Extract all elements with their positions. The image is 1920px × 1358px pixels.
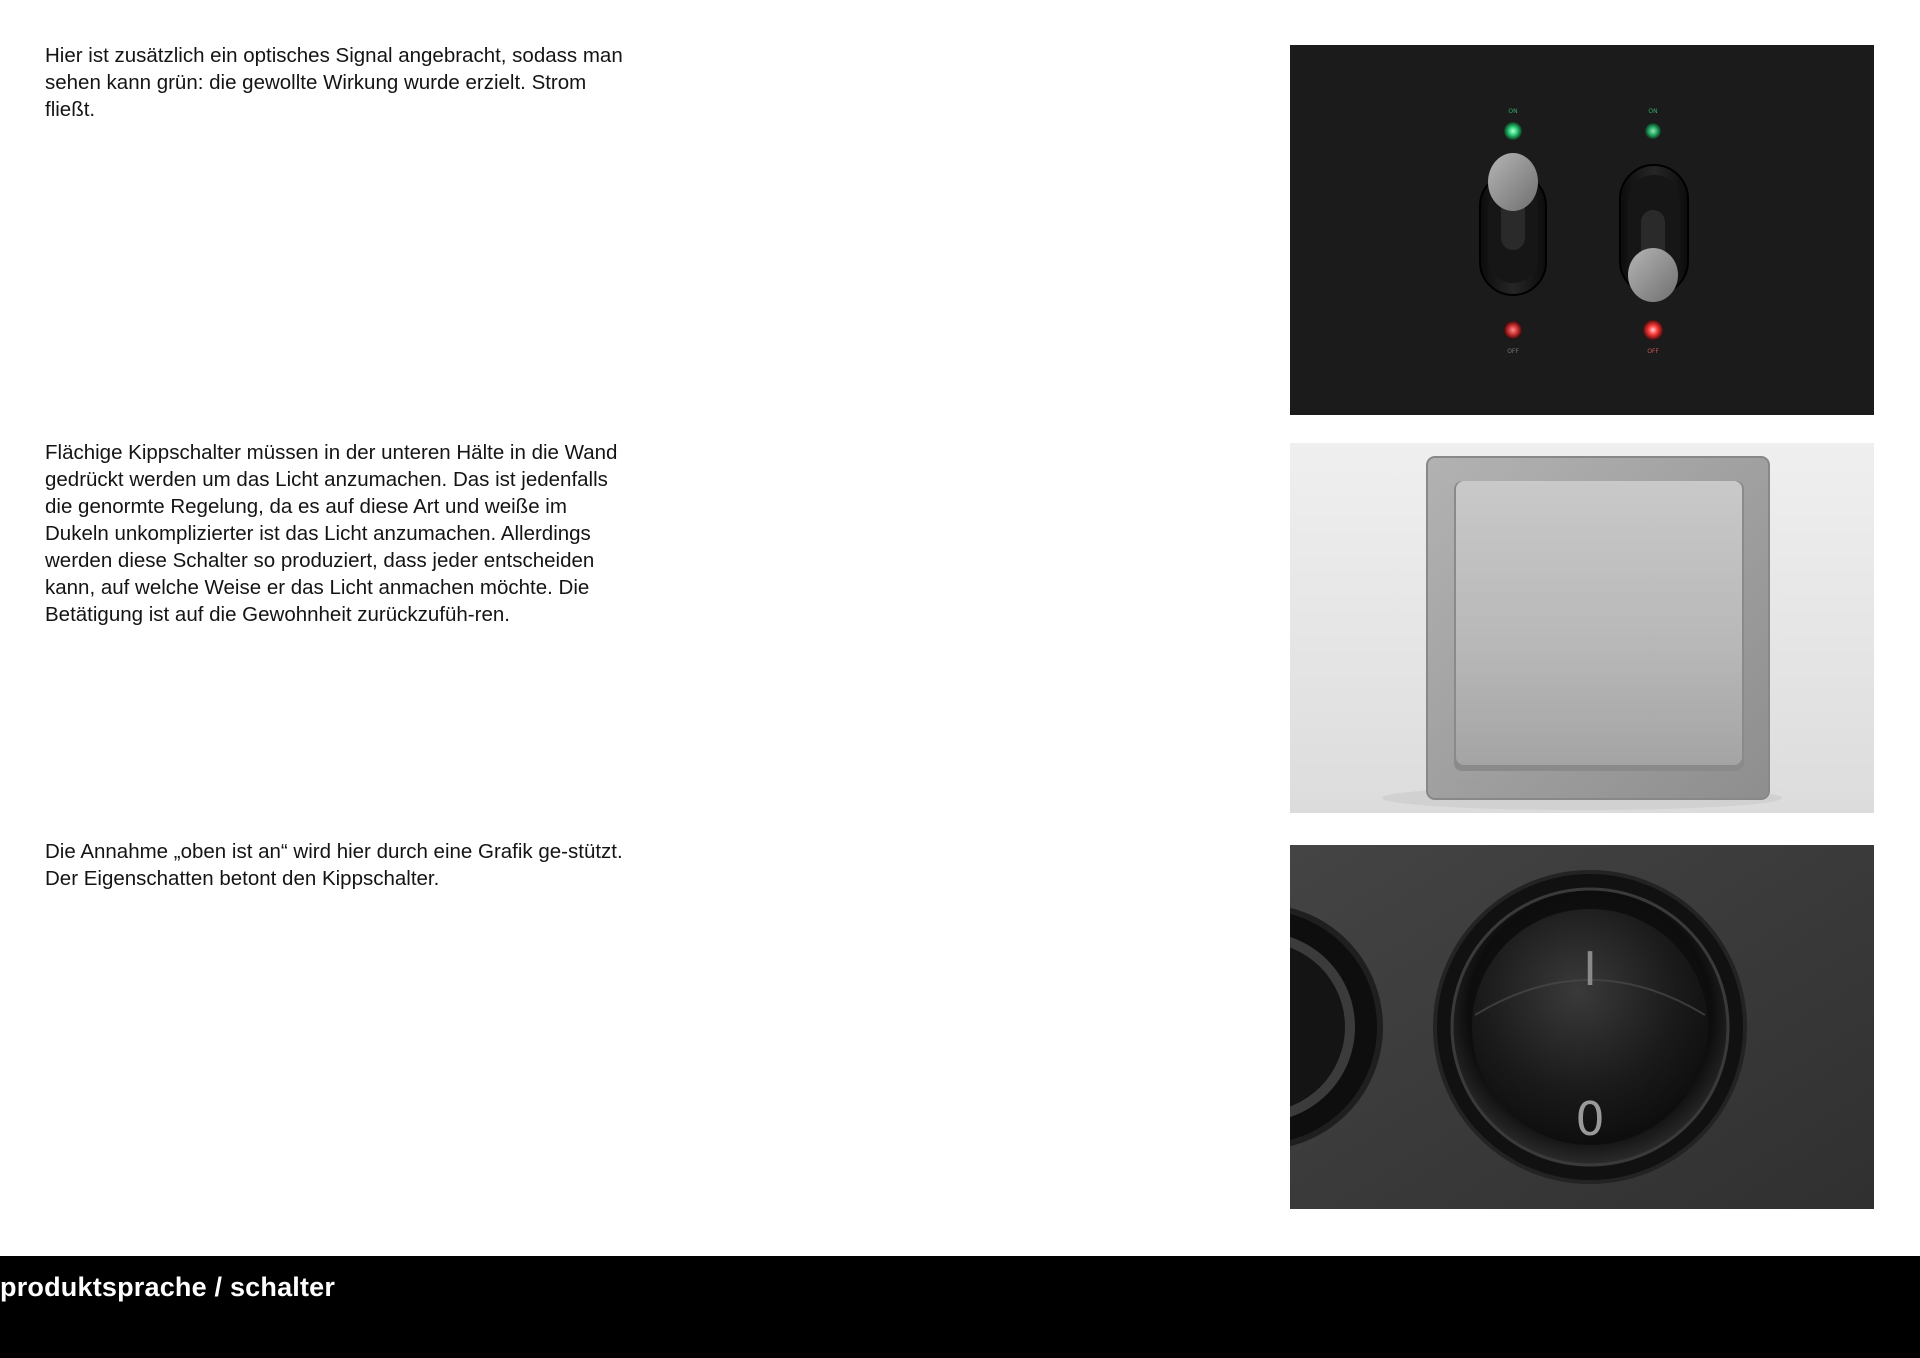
paragraph-optical-signal: Hier ist zusätzlich ein optisches Signal angebracht, sodass man sehen kann grün: die gewollte Wirkung wurde erzielt. Strom fließt. <box>45 44 623 121</box>
paragraph-flat-rocker: Flächige Kippschalter müssen in der unteren Hälte in die Wand gedrückt werden um das Licht anzumachen. Das ist jedenfalls die genormte Regelung, da es auf diese Art und weiße im Dukeln unkomplizierter ist das Licht anzumachen. Allerdings werden diese Schalter so produziert, dass jeder entscheiden kann, auf welche Weise er das Licht anmachen möchte. Die Betätigung ist auf die Gewohnheit zurückzufüh-ren. <box>45 441 618 626</box>
svg-text:ON: ON <box>1648 108 1658 115</box>
on-label: ON <box>1508 108 1518 115</box>
paragraph-graphic-assumption: Die Annahme „oben ist an“ wird hier durch eine Grafik ge-stützt. Der Eigenschatten betont den Kippschalter. <box>45 840 623 890</box>
red-led-icon <box>1504 321 1522 339</box>
toggle-switches-image <box>1290 45 1874 415</box>
svg-text:OFF: OFF <box>1647 348 1659 355</box>
flat-rocker-switch-image <box>1290 443 1874 813</box>
on-symbol: I <box>1583 942 1597 996</box>
off-symbol: 0 <box>1575 1092 1605 1146</box>
green-led-icon <box>1504 122 1522 140</box>
footer-title: produktsprache / schalter <box>0 1272 336 1302</box>
green-led-icon <box>1645 123 1661 139</box>
off-label: OFF <box>1507 348 1519 355</box>
footer-bar <box>0 1256 1920 1358</box>
round-rocker-switch-image <box>1290 845 1874 1209</box>
siemens-logo: SIEMENS <box>1455 778 1504 791</box>
red-led-icon <box>1643 320 1663 340</box>
